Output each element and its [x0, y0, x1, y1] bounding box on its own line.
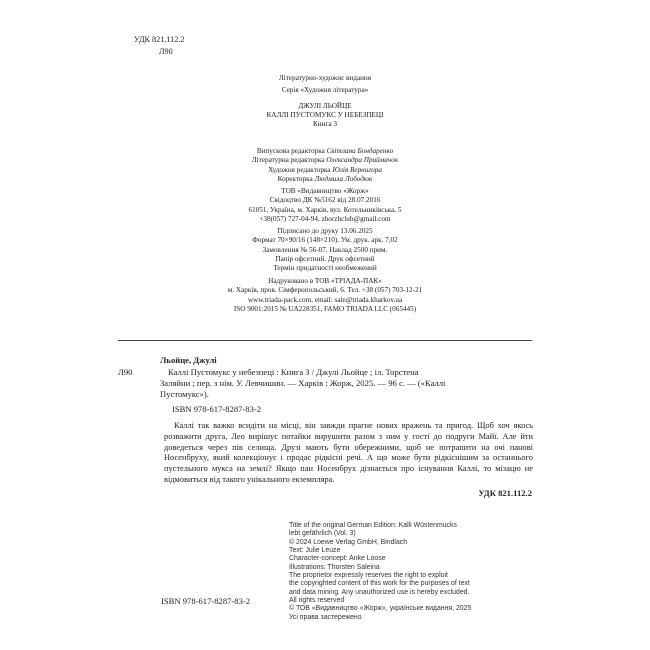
edition-type: Літературно-художнє видання: [278, 74, 372, 82]
publisher-line: Свідоцтво ДК №5162 від 28.07.2016: [269, 196, 381, 205]
book-title: КАЛЛІ ПУСТОМУКС У НЕБЕЗПЕЦІ: [266, 110, 384, 119]
original-line: Title of the original German Edition: Kalli Wüstenmucks: [289, 522, 457, 529]
print-spec-line: Формат 70×90/16 (148×210). Ум. друк. арк. 7,02: [252, 236, 398, 245]
original-line: Character-concept: Anke Loose: [289, 555, 386, 563]
publisher-line: ТОВ «Видавництво «Жорж»: [281, 187, 369, 195]
original-line: © ТОВ «Видавництво «Жорж», українське видання, 2025: [289, 605, 472, 613]
book-author: ДЖУЛІ ЛЬОЙЦЕ: [298, 101, 352, 110]
original-line: Illustrations: Thorsten Saleina: [289, 563, 380, 571]
publisher-line: 61051, Україна, м. Харків, вул. Котельниківська, 5: [248, 205, 402, 214]
bottom-isbn: ISBN 978-617-8287-83-2: [161, 596, 251, 606]
editor-line: Художня редакторка Юлія Вернигора: [268, 165, 382, 174]
series-name: Серія «Художня література»: [281, 86, 369, 95]
print-spec-line: Підписано до друку 13.06.2025: [277, 227, 373, 235]
editor-line: Випускова редакторка Світлана Бондаренко: [256, 147, 394, 155]
original-line: lebt gefährlich (Vol. 3): [289, 530, 356, 538]
printer-line: Надруковано в ТОВ «ТРІАДА-ПАК»: [268, 277, 382, 285]
publisher-line: +38(057) 727-04-94, zhorzhclub@gmail.com: [259, 214, 391, 223]
printer-line: www.triada-pack.com, email: sale@triada.kharkov.ua: [247, 295, 403, 304]
publisher-block: [0, 187, 650, 224]
editor-line: Літературна редакторка Олександра Приймачок: [251, 156, 399, 165]
original-line: and data mining. Any unauthorized use is hereby excluded.: [289, 588, 470, 596]
annotation: [164, 421, 533, 486]
catalog-heading: Льойце, Джулі: [160, 355, 217, 365]
editors-block: [0, 147, 650, 184]
original-line: Text: Julie Leuze: [289, 547, 341, 555]
divider: [118, 340, 532, 341]
print-spec-line: Замовлення № 56-07. Наклад 2500 прим.: [262, 245, 388, 254]
editor-line: Коректорка Людмила Лободюк: [277, 174, 373, 183]
catalog-line: Заляйни ; пер. з нім. У. Левчишин. — Харків : Жорж, 2025. — 96 с. — («Каллі: [160, 378, 446, 388]
print-specs-block: [0, 227, 650, 273]
original-edition-block: [289, 522, 471, 622]
original-line: All rights reserved: [289, 597, 345, 605]
catalog-isbn: ISBN 978-617-8287-83-2: [172, 404, 262, 414]
author-mark-top: Л90: [159, 47, 173, 56]
print-spec-line: Термін придатності необмежений: [273, 264, 377, 273]
print-spec-line: Папір офсетний. Друк офсетний: [275, 254, 375, 263]
catalog-mark: Л90: [118, 367, 133, 377]
title-block: [0, 74, 650, 129]
udk-annotation: УДК 821.112.2: [478, 488, 532, 498]
original-line: the copyrighted content of this work for the purposes of text: [289, 580, 470, 588]
catalog-line: Каллі Пустомукс у небезпеці : Книга 3 / Джулі Льойце ; іл. Торстена: [168, 367, 419, 377]
printer-line: м. Харків, пров. Сімферопольський, 6. Тел. +38 (057) 703-12-21: [227, 286, 423, 295]
original-line: Усі права застережено: [289, 613, 362, 621]
book-number: Книга 3: [312, 120, 338, 129]
udk-top: УДК 821.112.2: [134, 35, 185, 44]
catalog-line: Пустомукс»).: [160, 389, 209, 399]
printer-line: ISO 9001:2015 № UA228351, FAMO TRIADA LLC (065445): [233, 304, 417, 313]
annotation-text: Каллі так важко всидіти на місці, він завжди прагне нових вражень та пригод. Щоб хоч якось розважити друга, Лео вирішує потайки вирушити разом з ним у гості до подруги Майї. Але йти доведеться через пів селища. Друзі мають бути обережними, щоб не потрапити на очі панові Носенбрухy, який колекціонує і продає рідкісні речі. А що може бути рідкіснішим за останнього пустельного мукса на землі? Якщо пан Носенбрух дізнається про існування Каллі, то мізацю не відмовиться від такого унікального екземпляра.: [164, 421, 533, 484]
original-line: © 2024 Loewe Verlag GmbH, Bindlach: [289, 538, 408, 546]
printer-block: [0, 277, 650, 314]
original-line: The proprietor expressly reserves the right to exploit: [289, 572, 448, 580]
